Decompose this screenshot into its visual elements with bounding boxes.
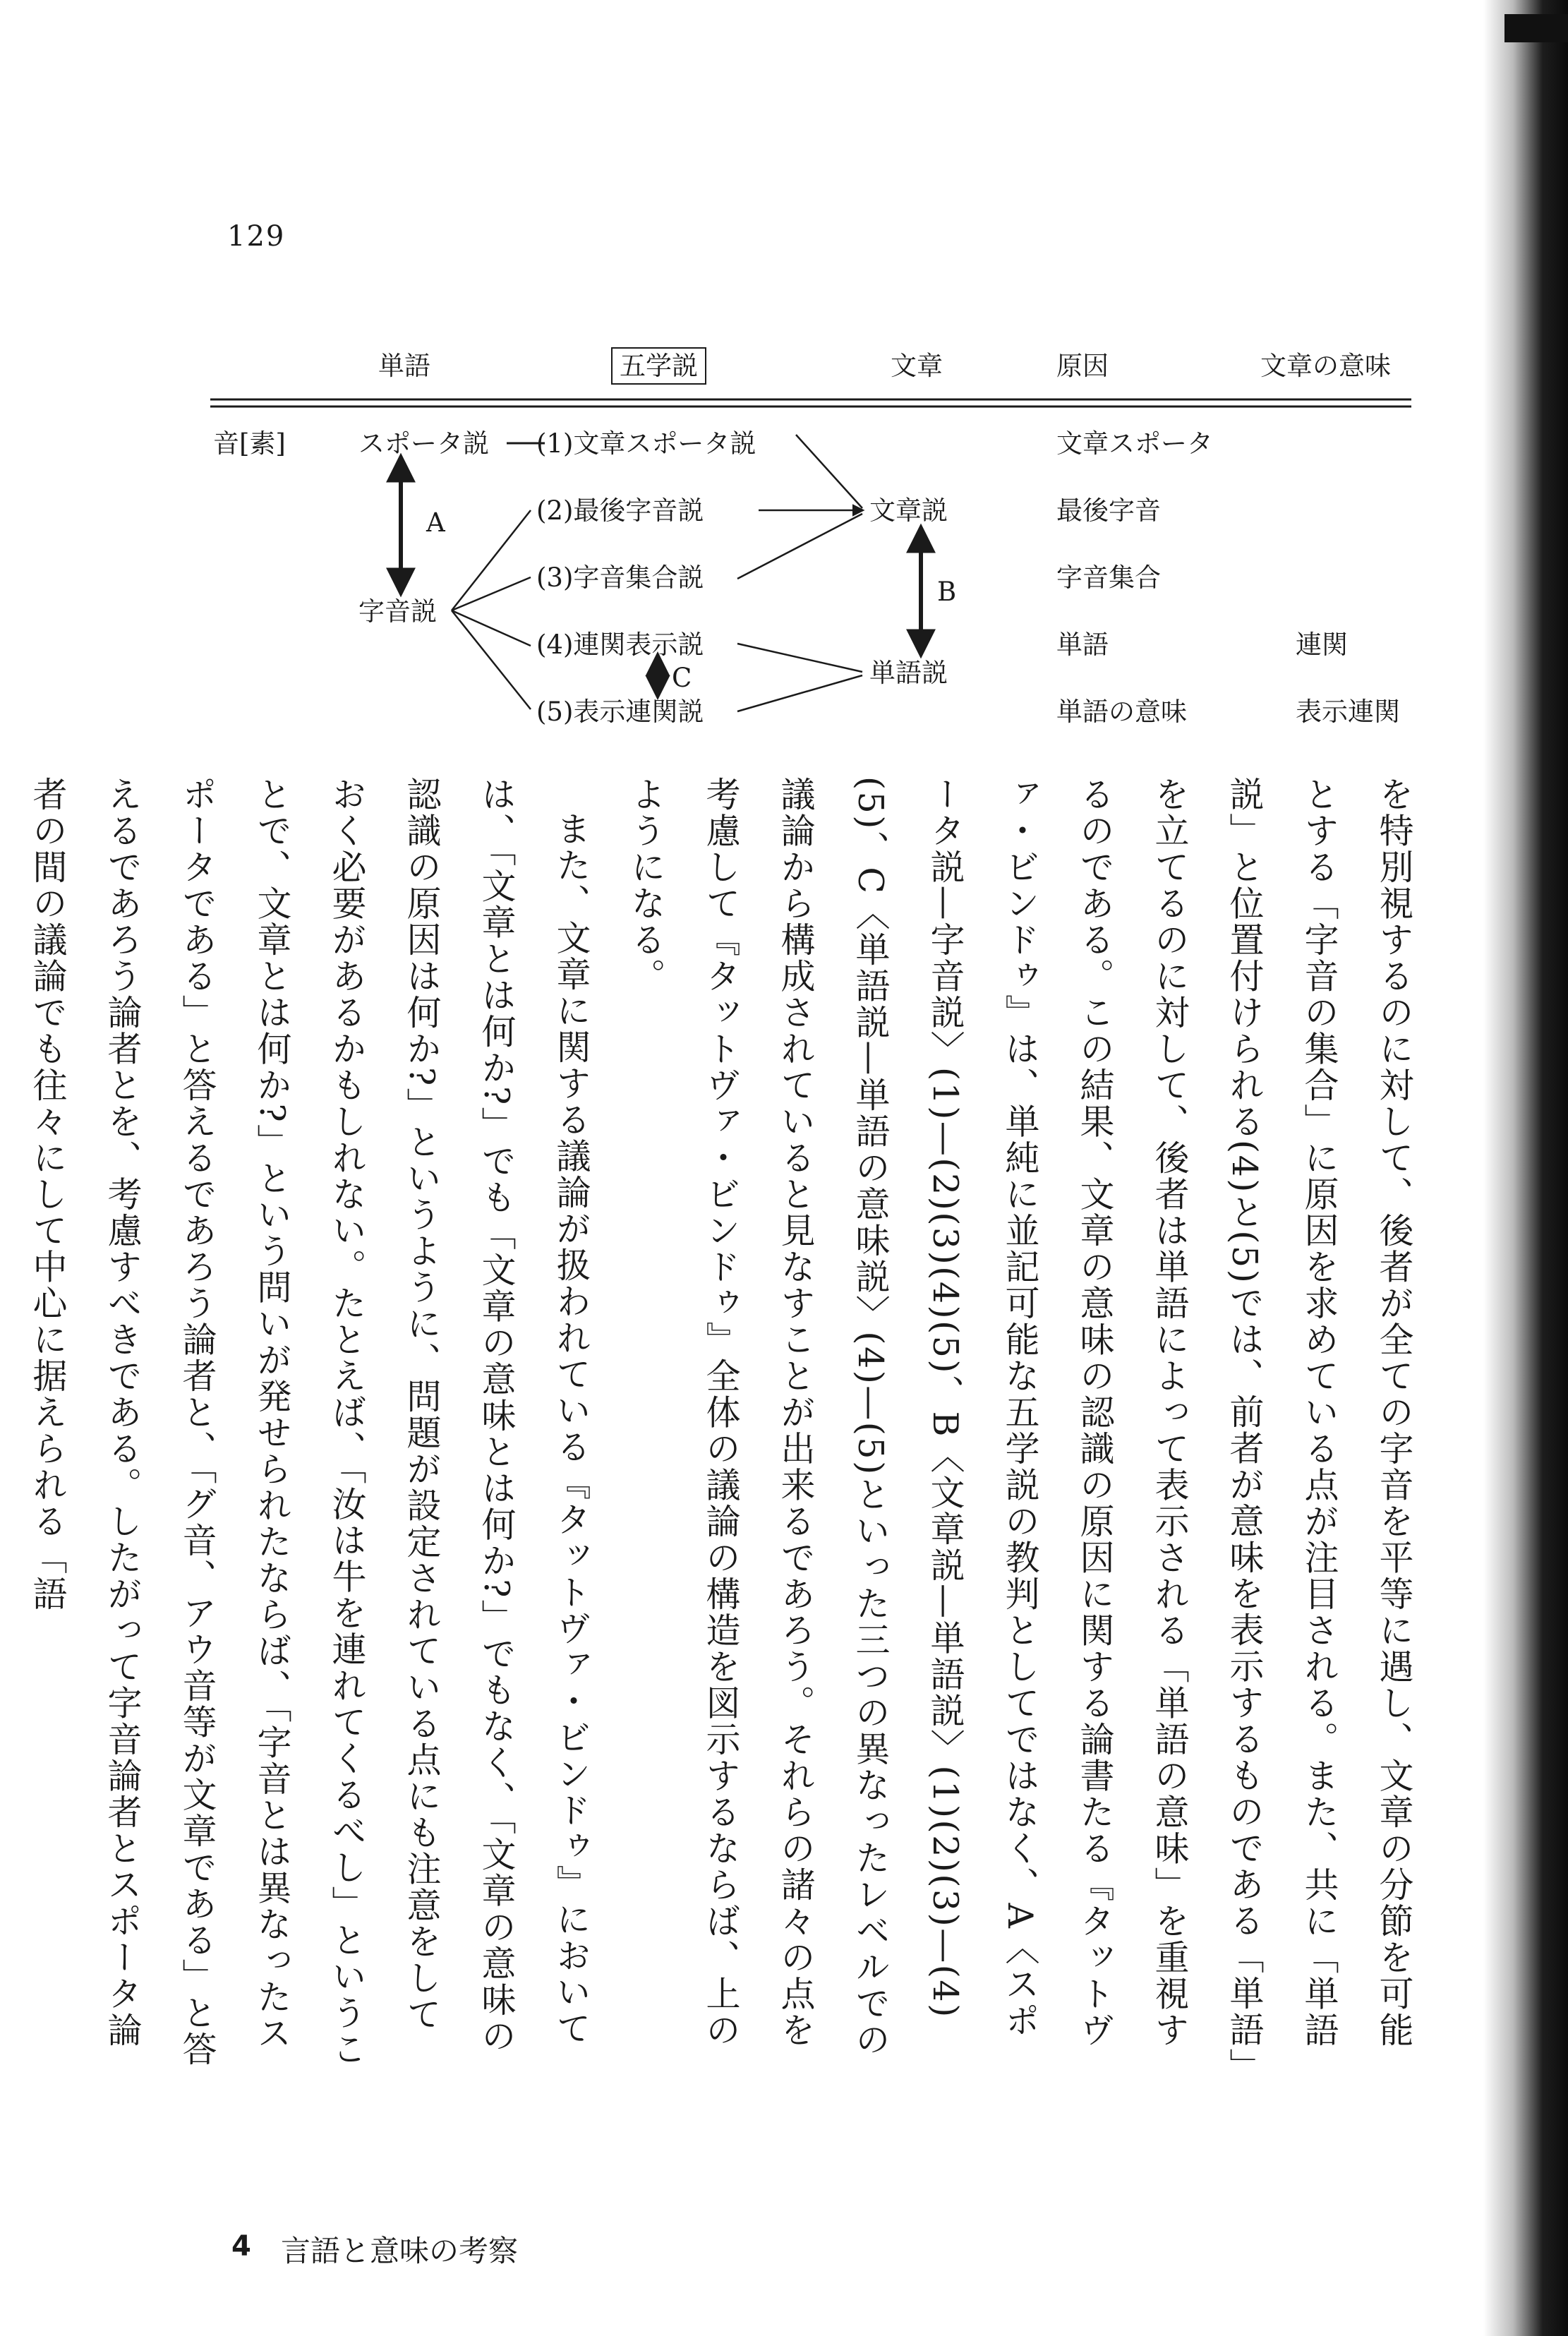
- merge-line-3: [737, 514, 862, 579]
- row-label-phoneme: 音[素]: [213, 428, 286, 459]
- header-five-schools: 五学説: [611, 347, 706, 385]
- node-letter-sound: 字音説: [358, 596, 437, 627]
- body-text: [28, 776, 1431, 2068]
- header-cause: 原因: [1056, 351, 1109, 381]
- cause-2: 最後字音: [1056, 495, 1161, 526]
- diagram-lines: [0, 339, 1568, 734]
- fan-line-3: [452, 577, 531, 610]
- merge-line-4: [737, 644, 862, 672]
- header-word: 単語: [378, 351, 430, 381]
- page-number: 129: [227, 220, 286, 253]
- label-b: B: [937, 577, 957, 607]
- merge-line-1: [796, 435, 862, 508]
- fan-line-2: [452, 510, 531, 610]
- cause-5: 単語の意味: [1056, 697, 1187, 727]
- meaning-signified-relation: 表示連関: [1296, 697, 1400, 727]
- meaning-relation: 連関: [1296, 630, 1348, 660]
- chapter-number: 4: [231, 2230, 251, 2263]
- chapter-title: 言語と意味の考察: [281, 2234, 519, 2268]
- merge-line-5: [737, 675, 862, 711]
- cause-1: 文章スポータ: [1056, 428, 1213, 459]
- binding-shadow-top: [1504, 14, 1568, 42]
- node-sphota: スポータ説: [358, 428, 489, 459]
- cause-4: 単語: [1056, 630, 1109, 660]
- header-sentence-meaning: 文章の意味: [1260, 351, 1391, 381]
- node-word-theory: 単語説: [869, 658, 948, 688]
- node-sentence-theory: 文章説: [869, 495, 948, 526]
- theory-1: (1)文章スポータ説: [536, 428, 756, 459]
- structure-diagram: [0, 339, 1568, 734]
- fan-line-4: [452, 610, 531, 646]
- theory-2: (2)最後字音説: [536, 495, 704, 526]
- theory-3: (3)字音集合説: [536, 562, 704, 593]
- theory-5: (5)表示連関説: [536, 697, 704, 727]
- header-sentence: 文章: [891, 351, 943, 381]
- fan-line-5: [452, 610, 531, 709]
- cause-3: 字音集合: [1056, 562, 1161, 593]
- paragraph-2: また、文章に関する議論が扱われている『タットヴァ・ビンドゥ』においては、「文章とは何か?」でも「文章の意味とは何か?」でもなく、「文章の意味の認識の原因は何か?」というように、問題が設定されている点にも注意をしておく必要があるかもしれない。たとえば、「汝は牛を連れてくるべし」ということで、文章とは何か?」という問いが発せられたならば、「字音とは異なったスポータである」と答えるであろう論者と、「グ音、アウ音等が文章である」と答えるであろう論者とを、考慮すべきである。したがって字音論者とスポータ論者の間の議論でも往々にして中心に据えられる「語: [28, 776, 591, 2068]
- label-a: A: [426, 507, 445, 538]
- theory-4: (4)連関表示説: [536, 630, 704, 660]
- paragraph-1: を特別視するのに対して、後者が全ての字音を平等に遇し、文章の分節を可能とする「字音の集合」に原因を求めている点が注目される。また、共に「単語説」と位置付けられる(4)と(5)では、前者が意味を表示するものである「単語」を立てるのに対して、後者は単語によって表示される「単語の意味」を重視するのである。この結果、文章の意味の認識の原因に関する論書たる『タットヴァ・ビンドゥ』は、単純に並記可能な五学説の教判としてではなく、A〈スポータ説—字音説〉(1)—(2)(3)(4)(5)、B〈文章説—単語説〉(1)(2)(3)—(4)(5)、C〈単語説—単語の意味説〉(4)—(5)といった三つの異なったレベルでの議論から構成されていると見なすことが出来るであろう。それらの諸々の点を考慮して『タットヴァ・ビンドゥ』全体の議論の構造を図示するならば、上のようになる。: [626, 776, 1414, 2067]
- label-c: C: [672, 663, 692, 693]
